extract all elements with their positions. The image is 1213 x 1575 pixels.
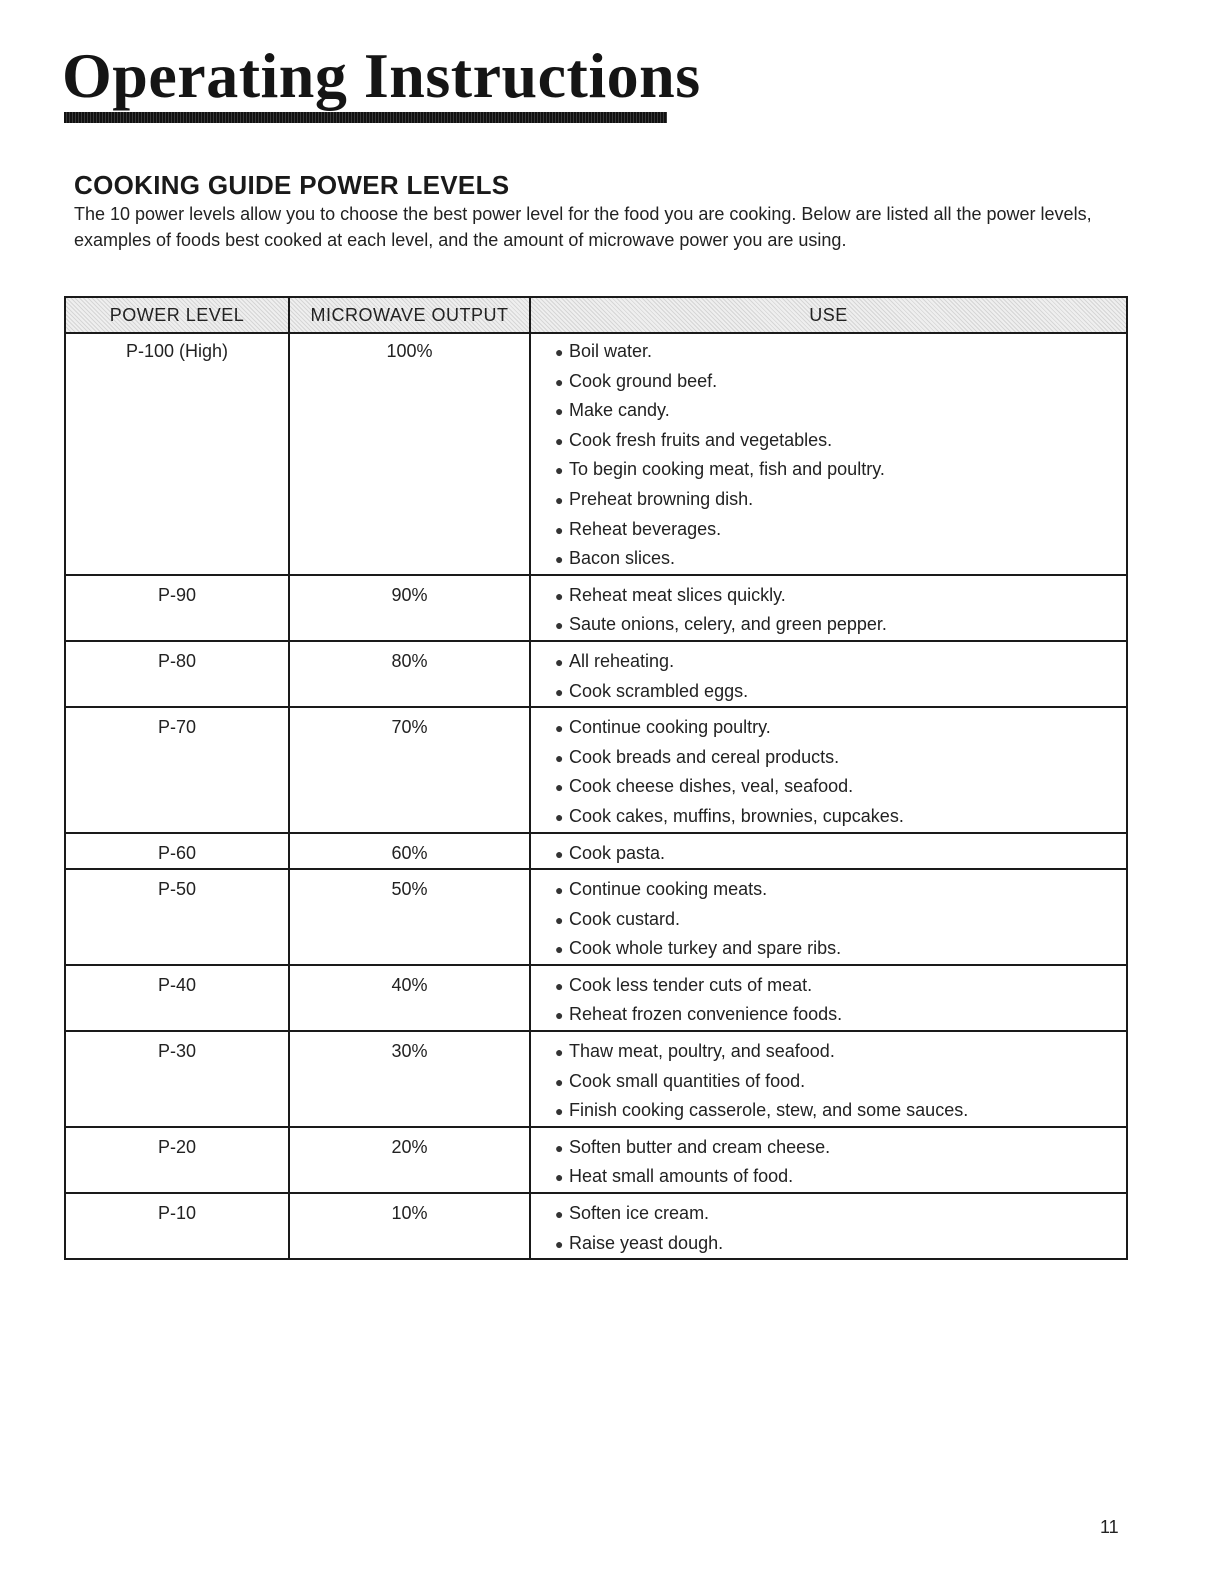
microwave-output-cell: 20% xyxy=(289,1127,530,1193)
use-list-item xyxy=(555,713,1126,743)
bullet-icon: ● xyxy=(555,882,564,899)
use-list-item xyxy=(555,455,1126,485)
bullet-icon: ● xyxy=(555,1044,564,1061)
microwave-output-cell: 70% xyxy=(289,707,530,832)
use-text: Preheat browning dish. xyxy=(569,488,754,509)
microwave-output-cell: 30% xyxy=(289,1031,530,1127)
header-use: USE xyxy=(530,297,1127,333)
table-row xyxy=(65,965,1127,1031)
table-row xyxy=(65,1127,1127,1193)
header-microwave-output: MICROWAVE OUTPUT xyxy=(289,297,530,333)
use-list-item xyxy=(555,581,1126,611)
use-list-item xyxy=(555,905,1126,935)
use-text: Cook small quantities of food. xyxy=(569,1070,806,1091)
microwave-output-cell: 50% xyxy=(289,869,530,965)
bullet-icon: ● xyxy=(555,1206,564,1223)
use-list-item xyxy=(555,802,1126,832)
use-text: Raise yeast dough. xyxy=(569,1232,724,1253)
use-cell xyxy=(530,1127,1127,1193)
use-text: Heat small amounts of food. xyxy=(569,1166,794,1187)
use-list-item xyxy=(555,426,1126,456)
microwave-output-cell: 60% xyxy=(289,833,530,870)
bullet-icon: ● xyxy=(555,941,564,958)
bullet-icon: ● xyxy=(555,521,564,538)
section-heading: COOKING GUIDE POWER LEVELS xyxy=(74,170,510,200)
bullet-icon: ● xyxy=(555,587,564,604)
microwave-output-cell: 40% xyxy=(289,965,530,1031)
use-list-item xyxy=(555,971,1126,1001)
power-level-cell: P-30 xyxy=(65,1031,289,1127)
bullet-icon: ● xyxy=(555,749,564,766)
power-level-cell: P-40 xyxy=(65,965,289,1031)
table-row xyxy=(65,1193,1127,1259)
bullet-icon: ● xyxy=(555,344,564,360)
table-row xyxy=(65,869,1127,965)
use-text: All reheating. xyxy=(569,650,675,671)
use-text: Make candy. xyxy=(569,400,670,421)
use-cell xyxy=(530,333,1127,575)
power-level-cell: P-50 xyxy=(65,869,289,965)
use-list-item xyxy=(555,485,1126,515)
bullet-icon: ● xyxy=(555,1007,564,1024)
use-text: Reheat beverages. xyxy=(569,518,722,539)
bullet-icon: ● xyxy=(555,403,564,420)
bullet-icon: ● xyxy=(555,845,564,862)
use-list-item xyxy=(555,934,1126,964)
use-text: Thaw meat, poultry, and seafood. xyxy=(569,1041,835,1062)
use-text: Cook ground beef. xyxy=(569,370,718,391)
use-list-item xyxy=(555,1096,1126,1126)
use-list-item xyxy=(555,1037,1126,1067)
table-header-row xyxy=(65,297,1127,333)
power-level-cell: P-60 xyxy=(65,833,289,870)
table-row xyxy=(65,1031,1127,1127)
use-text: Cook less tender cuts of meat. xyxy=(569,974,813,995)
use-list-item xyxy=(555,1162,1126,1192)
bullet-icon: ● xyxy=(555,373,564,390)
title-underline-rule xyxy=(64,112,667,123)
use-text: Cook breads and cereal products. xyxy=(569,746,840,767)
bullet-icon: ● xyxy=(555,1073,564,1090)
bullet-icon: ● xyxy=(555,683,564,700)
power-levels-table xyxy=(64,296,1128,1260)
use-cell xyxy=(530,1031,1127,1127)
use-text: Reheat frozen convenience foods. xyxy=(569,1004,843,1025)
microwave-output-cell: 10% xyxy=(289,1193,530,1259)
use-cell xyxy=(530,869,1127,965)
power-level-cell: P-90 xyxy=(65,575,289,641)
microwave-output-cell: 90% xyxy=(289,575,530,641)
use-text: Finish cooking casserole, stew, and some sauces. xyxy=(569,1100,969,1121)
use-cell xyxy=(530,641,1127,707)
bullet-icon: ● xyxy=(555,1235,564,1252)
use-list-item xyxy=(555,647,1126,677)
use-text: Cook cheese dishes, veal, seafood. xyxy=(569,776,854,797)
power-level-cell: P-100 (High) xyxy=(65,333,289,575)
use-list-item xyxy=(555,337,1126,367)
table-body xyxy=(65,333,1127,1259)
intro-paragraph: The 10 power levels allow you to choose the best power level for the food you are cooking. Below are listed all the power levels, examples of foods best cooked at each level, and the amount of microwave power you are using. xyxy=(74,204,1092,250)
use-list-item xyxy=(555,1133,1126,1163)
use-list-item xyxy=(555,396,1126,426)
use-list-item xyxy=(555,1229,1126,1259)
use-text: Reheat meat slices quickly. xyxy=(569,584,786,605)
bullet-icon: ● xyxy=(555,779,564,796)
page-number: 11 xyxy=(1100,1517,1119,1537)
use-cell xyxy=(530,833,1127,870)
use-list-item xyxy=(555,772,1126,802)
use-list-item xyxy=(555,367,1126,397)
table-row xyxy=(65,707,1127,832)
use-text: Continue cooking poultry. xyxy=(569,717,771,738)
use-text: Soften ice cream. xyxy=(569,1203,710,1224)
microwave-output-cell: 80% xyxy=(289,641,530,707)
use-list-item xyxy=(555,1067,1126,1097)
table-row xyxy=(65,833,1127,870)
use-text: Soften butter and cream cheese. xyxy=(569,1136,831,1157)
bullet-icon: ● xyxy=(555,1103,564,1120)
use-text: To begin cooking meat, fish and poultry. xyxy=(569,459,885,480)
use-text: Cook cakes, muffins, brownies, cupcakes. xyxy=(569,805,904,826)
bullet-icon: ● xyxy=(555,617,564,634)
use-text: Saute onions, celery, and green pepper. xyxy=(569,614,887,635)
bullet-icon: ● xyxy=(555,1139,564,1156)
use-text: Cook pasta. xyxy=(569,842,666,863)
use-list-item xyxy=(555,544,1126,574)
bullet-icon: ● xyxy=(555,911,564,928)
table-row xyxy=(65,333,1127,575)
use-cell xyxy=(530,965,1127,1031)
use-list-item xyxy=(555,743,1126,773)
power-level-cell: P-70 xyxy=(65,707,289,832)
use-text: Cook scrambled eggs. xyxy=(569,680,749,701)
header-power-level: POWER LEVEL xyxy=(65,297,289,333)
use-list-item xyxy=(555,1199,1126,1229)
use-cell xyxy=(530,575,1127,641)
use-list-item xyxy=(555,839,1126,869)
power-level-cell: P-20 xyxy=(65,1127,289,1193)
microwave-output-cell: 100% xyxy=(289,333,530,575)
use-text: Continue cooking meats. xyxy=(569,879,768,900)
use-list-item xyxy=(555,875,1126,905)
use-cell xyxy=(530,1193,1127,1259)
bullet-icon: ● xyxy=(555,977,564,994)
bullet-icon: ● xyxy=(555,551,564,568)
page-title: Operating Instructions xyxy=(62,40,701,111)
bullet-icon: ● xyxy=(555,462,564,479)
bullet-icon: ● xyxy=(555,432,564,449)
use-list-item xyxy=(555,677,1126,707)
use-list-item xyxy=(555,610,1126,640)
bullet-icon: ● xyxy=(555,720,564,737)
table-row xyxy=(65,575,1127,641)
use-cell xyxy=(530,707,1127,832)
table-row xyxy=(65,641,1127,707)
bullet-icon: ● xyxy=(555,491,564,508)
power-level-cell: P-80 xyxy=(65,641,289,707)
power-level-cell: P-10 xyxy=(65,1193,289,1259)
use-text: Cook fresh fruits and vegetables. xyxy=(569,429,833,450)
bullet-icon: ● xyxy=(555,1169,564,1186)
use-text: Bacon slices. xyxy=(569,548,676,569)
use-text: Boil water. xyxy=(569,341,653,361)
use-list-item xyxy=(555,1000,1126,1030)
use-text: Cook whole turkey and spare ribs. xyxy=(569,938,842,959)
bullet-icon: ● xyxy=(555,808,564,825)
use-list-item xyxy=(555,515,1126,545)
bullet-icon: ● xyxy=(555,653,564,670)
use-text: Cook custard. xyxy=(569,908,681,929)
